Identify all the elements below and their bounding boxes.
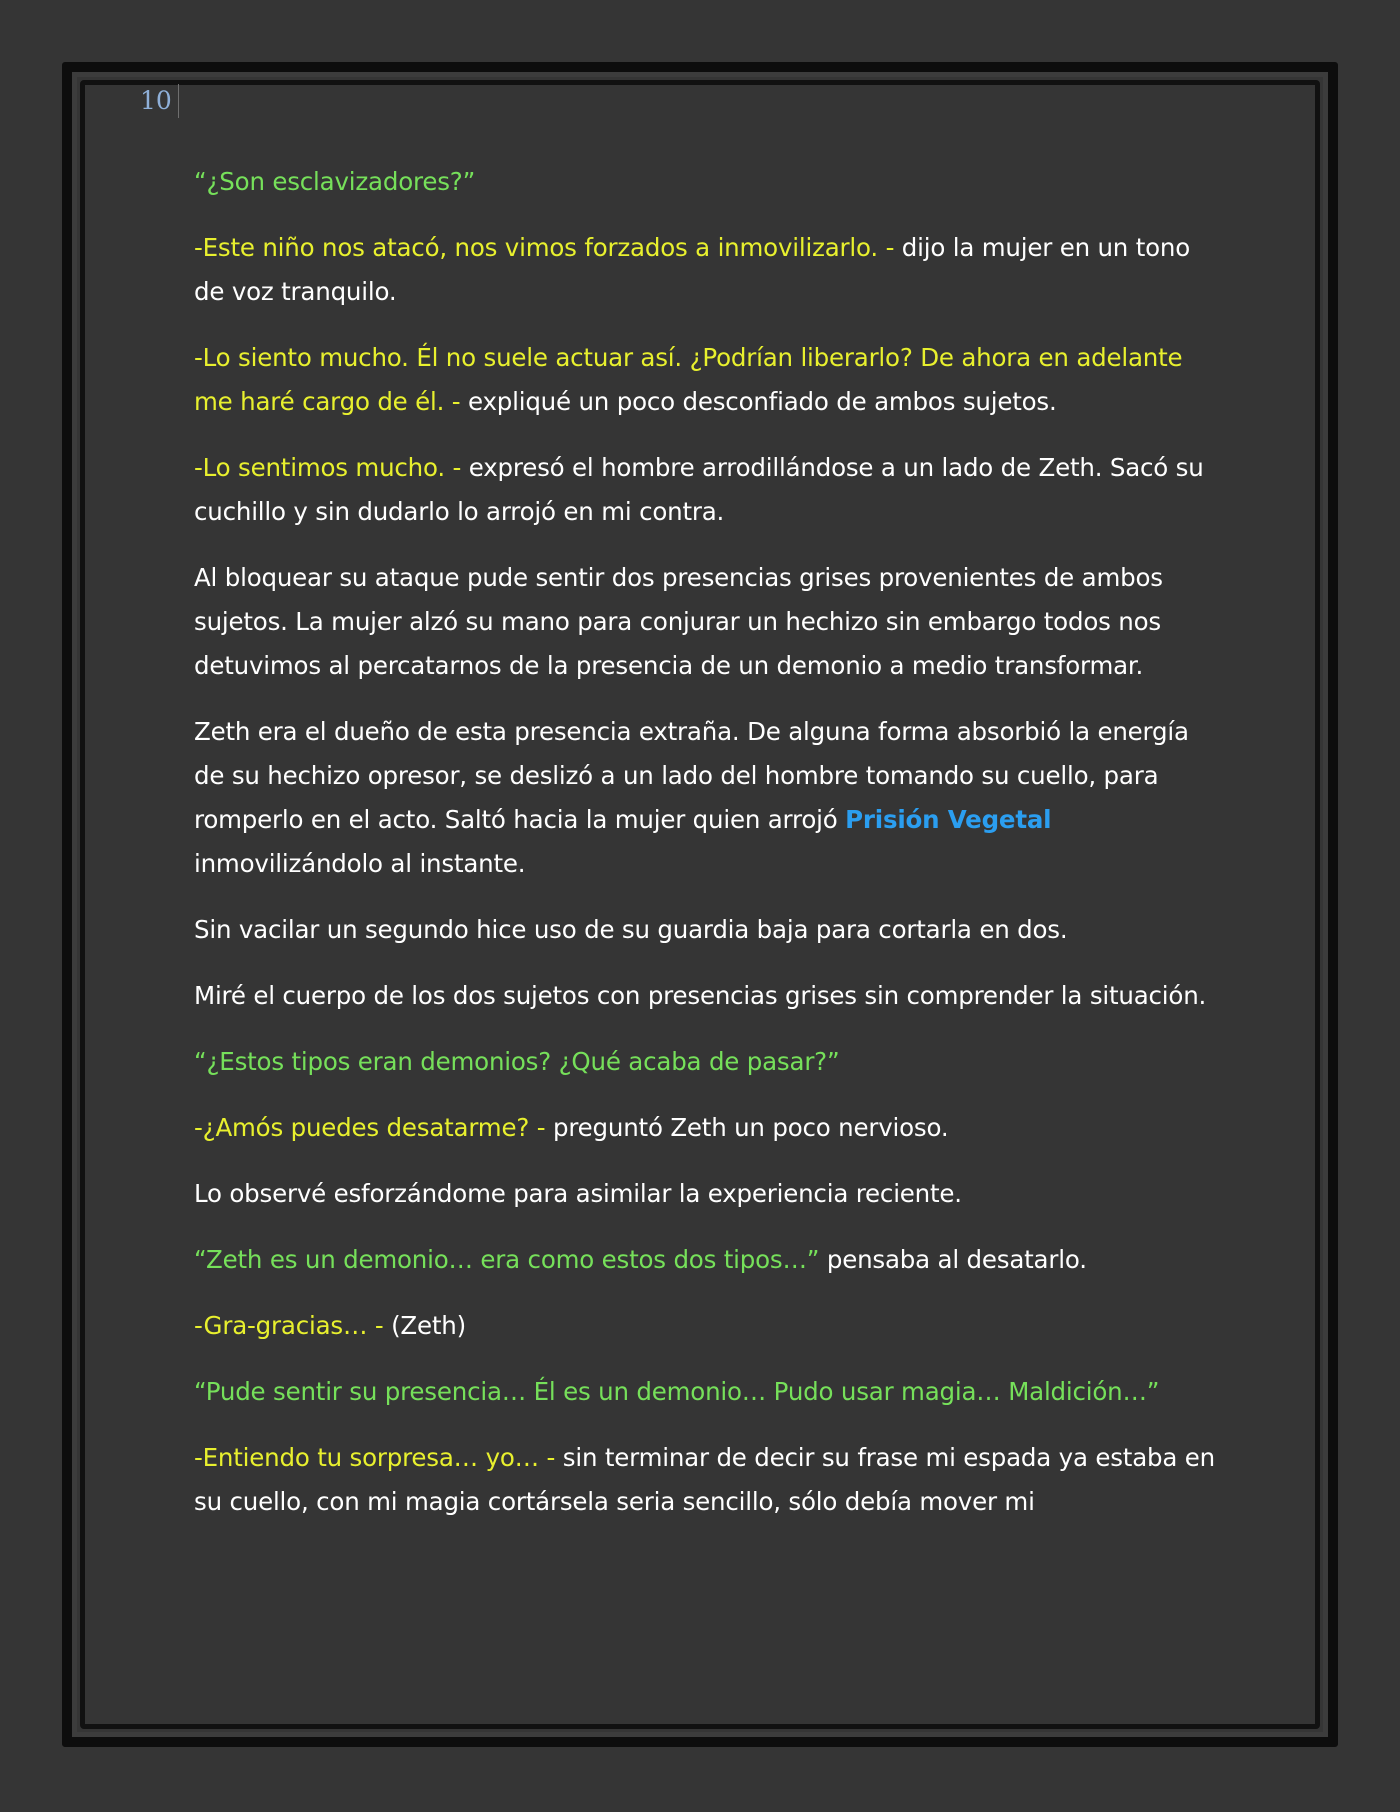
narration-text: Zeth era el dueño de esta presencia extraña. De alguna forma absorbió la energía de su hechizo opresor, se deslizó a un lado del hombre tomando su cuello, para romperlo en el acto. Saltó hacia la mujer quien arrojó bbox=[194, 717, 1189, 834]
narration-text: expresó el hombre arrodillándose a un lado de Zeth. Sacó su cuchillo y sin dudarlo lo arrojó en mi contra. bbox=[194, 453, 1204, 526]
narration-text: (Zeth) bbox=[383, 1311, 466, 1340]
dialogue-text: -Gra-gracias… - bbox=[194, 1311, 384, 1340]
paragraph-thought bbox=[194, 1370, 1224, 1414]
thought-text: “¿Son esclavizadores?” bbox=[194, 167, 476, 196]
spell-name: Prisión Vegetal bbox=[845, 805, 1052, 834]
narration-text: expliqué un poco desconfiado de ambos sujetos. bbox=[460, 387, 1057, 416]
narration-text: sin terminar de decir su frase mi espada ya estaba en su cuello, con mi magia cortársela seria sencillo, sólo debía mover mi bbox=[194, 1443, 1215, 1516]
thought-text: “¿Estos tipos eran demonios? ¿Qué acaba de pasar?” bbox=[194, 1047, 840, 1076]
paragraph-dialogue bbox=[194, 1304, 1224, 1348]
paragraph-dialogue bbox=[194, 1106, 1224, 1150]
paragraph-narration bbox=[194, 556, 1224, 688]
thought-text: “Pude sentir su presencia… Él es un demonio… Pudo usar magia… Maldición…” bbox=[194, 1377, 1160, 1406]
narration-text: Miré el cuerpo de los dos sujetos con presencias grises sin comprender la situación. bbox=[194, 981, 1207, 1010]
narration-text: Sin vacilar un segundo hice uso de su guardia baja para cortarla en dos. bbox=[194, 915, 1068, 944]
paragraph-narration bbox=[194, 1172, 1224, 1216]
narration-text: inmovilizándolo al instante. bbox=[194, 849, 526, 878]
paragraph-dialogue bbox=[194, 226, 1224, 314]
dialogue-text: -Este niño nos atacó, nos vimos forzados a inmovilizarlo. - bbox=[194, 233, 895, 262]
narration-text: Lo observé esforzándome para asimilar la experiencia reciente. bbox=[194, 1179, 962, 1208]
page-body bbox=[194, 160, 1224, 1546]
paragraph-narration bbox=[194, 908, 1224, 952]
narration-text: pensaba al desatarlo. bbox=[819, 1245, 1087, 1274]
paragraph-dialogue bbox=[194, 1436, 1224, 1524]
paragraph-dialogue bbox=[194, 446, 1224, 534]
narration-text: preguntó Zeth un poco nervioso. bbox=[545, 1113, 949, 1142]
dialogue-text: -Lo sentimos mucho. - bbox=[194, 453, 462, 482]
narration-text: Al bloquear su ataque pude sentir dos presencias grises provenientes de ambos sujetos. La mujer alzó su mano para conjurar un hechizo sin embargo todos nos detuvimos al percatarnos de la presencia de un demonio a medio transformar. bbox=[194, 563, 1163, 680]
paragraph-narration bbox=[194, 974, 1224, 1018]
paragraph-thought bbox=[194, 160, 1224, 204]
paragraph-thought bbox=[194, 1040, 1224, 1084]
page-number: 10 bbox=[140, 84, 179, 118]
paragraph-narration bbox=[194, 710, 1224, 886]
paragraph-thought bbox=[194, 1238, 1224, 1282]
dialogue-text: -¿Amós puedes desatarme? - bbox=[194, 1113, 546, 1142]
narration-text: dijo la mujer en un tono de voz tranquilo. bbox=[194, 233, 1191, 306]
dialogue-text: -Lo siento mucho. Él no suele actuar así. ¿Podrían liberarlo? De ahora en adelante me haré cargo de él. - bbox=[194, 343, 1183, 416]
thought-text: “Zeth es un demonio… era como estos dos tipos…” bbox=[194, 1245, 820, 1274]
dialogue-text: -Entiendo tu sorpresa… yo… - bbox=[194, 1443, 556, 1472]
paragraph-dialogue bbox=[194, 336, 1224, 424]
